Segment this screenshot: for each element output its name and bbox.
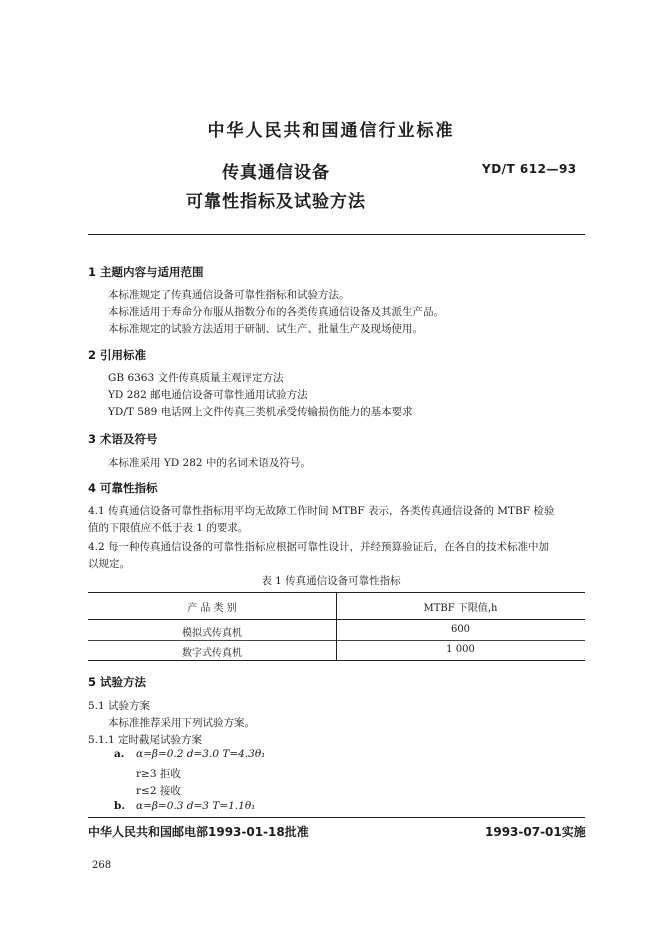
page-number: 268 bbox=[92, 860, 112, 871]
clause-4-2-line2: 以规定。 bbox=[88, 558, 130, 570]
section-1-paragraph: 本标准规定了传真通信设备可靠性指标和试验方法。 bbox=[108, 289, 350, 301]
footer-divider bbox=[88, 817, 585, 818]
item-b-parameters: α=β=0.3 d=3 T=1.1θ₁ bbox=[136, 800, 256, 812]
section-1-paragraph: 本标准适用于寿命分布服从指数分布的各类传真通信设备及其派生产品。 bbox=[108, 306, 444, 318]
clause-5-1-1: 5.1.1 定时截尾试验方案 bbox=[88, 734, 203, 746]
clause-4-2-line1: 4.2 每一种传真通信设备的可靠性指标应根据可靠性设计，并经预算验证后，在各自的技术标准中加 bbox=[88, 541, 550, 553]
table-cell: 600 bbox=[450, 624, 471, 635]
item-a-label: a. bbox=[114, 748, 125, 760]
clause-4-1-line1: 4.1 传真通信设备可靠性指标用平均无故障工作时间 MTBF 表示，各类传真通信设备的 MTBF 检验 bbox=[88, 505, 555, 517]
reference-item: YD 282 邮电通信设备可靠性通用试验方法 bbox=[108, 389, 308, 401]
section-3-paragraph: 本标准采用 YD 282 中的名词术语及符号。 bbox=[108, 457, 311, 469]
table-cell: 1 000 bbox=[446, 644, 475, 655]
clause-5-1: 5.1 试验方案 bbox=[88, 700, 151, 712]
header-divider bbox=[88, 234, 585, 235]
reference-item: YD/T 589 电话网上文件传真三类机承受传输损伤能力的基本要求 bbox=[108, 406, 413, 418]
effective-date: 1993-07-01实施 bbox=[485, 825, 586, 839]
section-5-heading: 5 试验方法 bbox=[88, 675, 147, 689]
standard-number: YD/T 612—93 bbox=[482, 162, 577, 176]
item-b-label: b. bbox=[114, 800, 125, 812]
table-bottom-rule bbox=[88, 660, 585, 661]
document-title-line2: 可靠性指标及试验方法 bbox=[186, 192, 366, 212]
reference-item: GB 6363 文件传真质量主观评定方法 bbox=[108, 372, 284, 384]
clause-5-1-paragraph: 本标准推荐采用下列试验方案。 bbox=[108, 717, 255, 729]
section-1-heading: 1 主题内容与适用范围 bbox=[88, 265, 204, 279]
section-1-paragraph: 本标准规定的试验方法适用于研制、试生产、批量生产及现场使用。 bbox=[108, 323, 423, 335]
item-a-accept-rule: r≤2 接收 bbox=[136, 785, 181, 797]
table-cell: 数字式传真机 bbox=[182, 648, 242, 659]
table-cell: 模拟式传真机 bbox=[182, 628, 242, 639]
clause-4-1-line2: 值的下限值应不低于表 1 的要求。 bbox=[88, 522, 249, 534]
item-a-reject-rule: r≥3 拒收 bbox=[136, 768, 181, 780]
table-caption: 表 1 传真通信设备可靠性指标 bbox=[261, 575, 401, 587]
table-header-cell: MTBF 下限值,h bbox=[423, 603, 498, 614]
section-4-heading: 4 可靠性指标 bbox=[88, 481, 158, 495]
section-3-heading: 3 术语及符号 bbox=[88, 432, 158, 446]
table-column-divider bbox=[336, 592, 337, 660]
table-header-cell: 产 品 类 别 bbox=[187, 603, 237, 614]
item-a-parameters: α=β=0.2 d=3.0 T=4.3θ₁ bbox=[136, 748, 266, 760]
section-2-heading: 2 引用标准 bbox=[88, 348, 147, 362]
issuing-organization: 中华人民共和国通信行业标准 bbox=[207, 121, 455, 141]
approval-statement: 中华人民共和国邮电部1993-01-18批准 bbox=[88, 825, 309, 839]
document-title-line1: 传真通信设备 bbox=[222, 163, 330, 183]
